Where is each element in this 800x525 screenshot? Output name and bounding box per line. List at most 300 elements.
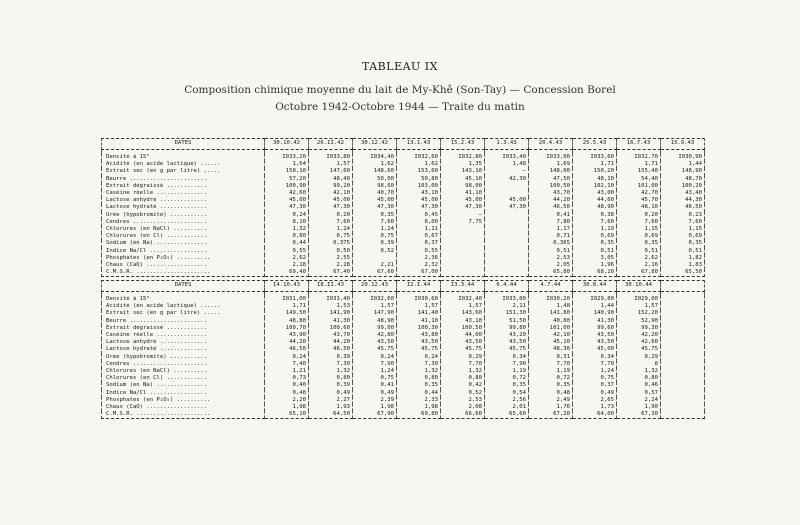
table-row	[102, 240, 705, 247]
table-cell: 0,24	[353, 354, 397, 361]
table-cell	[441, 262, 485, 269]
row-label: Chlorures (en Cl) ............	[102, 375, 265, 382]
table-row	[102, 226, 705, 233]
table-cell: 46,50	[529, 204, 573, 211]
table-cell: 0,365	[529, 240, 573, 247]
table-cell: 1,32	[309, 368, 353, 375]
table-cell: 0,37	[397, 240, 441, 247]
table-cell: I033,00	[485, 296, 529, 303]
table-cell: 1,82	[661, 255, 705, 262]
table-cell: 48,10	[617, 204, 661, 211]
table-cell: 0,38	[573, 212, 617, 219]
table-cell: 98,00	[441, 183, 485, 190]
table-cell: 0,41	[353, 382, 397, 389]
table-cell: 43,50	[441, 339, 485, 346]
table-cell: 43,50	[573, 339, 617, 346]
table-cell: 43,40	[661, 190, 705, 197]
table-row	[102, 183, 705, 190]
table-row	[102, 375, 705, 382]
table-cell: 99,80	[485, 325, 529, 332]
table-cell: 47,30	[441, 204, 485, 211]
milk-composition-table-1	[101, 138, 705, 277]
table-row	[102, 233, 705, 240]
table-cell: 52,90	[617, 318, 661, 325]
table-cell: 43,10	[441, 318, 485, 325]
table-cell: 0,37	[573, 382, 617, 389]
row-label: Acidité (en acide lactique) ......	[102, 303, 265, 310]
row-label: Extrait sec (en g par litre) .....	[102, 168, 265, 175]
table-cell: 45,00	[265, 197, 309, 204]
table-cell: 141,80	[529, 310, 573, 317]
table-cell: I029,80	[573, 296, 617, 303]
table-cell: 2,36	[397, 255, 441, 262]
table-cell: 0,45	[397, 212, 441, 219]
table-cell: 0,39	[309, 382, 353, 389]
table-cell: I031,40	[309, 296, 353, 303]
table-cell: 42,80	[353, 332, 397, 339]
table-cell	[661, 404, 705, 411]
table-cell	[441, 269, 485, 277]
date-column-header: I8.II.43	[309, 281, 353, 292]
table-cell: 2,05	[529, 262, 573, 269]
table-cell: 0,39	[353, 240, 397, 247]
table-cell	[661, 375, 705, 382]
table-cell: 0,31	[529, 354, 573, 361]
table-cell: 0,29	[441, 354, 485, 361]
table-cell: 42,60	[265, 190, 309, 197]
table-cell: 47,50	[529, 176, 573, 183]
table-cell: 153,60	[397, 168, 441, 175]
table-cell: 0,67	[397, 233, 441, 240]
table-cell: 1,57	[617, 303, 661, 310]
table-cell: 46,50	[661, 204, 705, 211]
table-cell: 0,23	[661, 212, 705, 219]
table-cell: 67,40	[309, 269, 353, 277]
table-cell: 66,60	[441, 411, 485, 419]
table-cell: 1,53	[309, 303, 353, 310]
table-cell: 155,40	[617, 168, 661, 175]
table-cell: 0,24	[265, 354, 309, 361]
table-cell: 43,80	[397, 332, 441, 339]
row-label: Lactose hydraté ..............	[102, 346, 265, 353]
table-cell: 43,90	[265, 332, 309, 339]
table-cell	[661, 346, 705, 353]
table-cell: 1,98	[353, 404, 397, 411]
table-cell: 0,35	[661, 240, 705, 247]
table-cell: 0,80	[309, 375, 353, 382]
table-cell: 7,70	[573, 361, 617, 368]
table-cell: 0,49	[353, 390, 397, 397]
table-cell: –	[485, 168, 529, 175]
table-row	[102, 296, 705, 303]
table-cell: 69,40	[265, 269, 309, 277]
table-cell: 48,80	[265, 318, 309, 325]
table-cell: 67,90	[353, 411, 397, 419]
table-cell: 1,32	[617, 368, 661, 375]
table-cell: 148,00	[529, 168, 573, 175]
date-column-header: 16.7.43	[617, 139, 661, 150]
date-column-header: 1.3.43	[485, 139, 529, 150]
table-cell	[661, 361, 705, 368]
table-cell: 45,70	[617, 197, 661, 204]
table-cell: 0,48	[265, 390, 309, 397]
date-column-header: 15.2.43	[441, 139, 485, 150]
table-cell: 47,30	[397, 204, 441, 211]
table-cell: 0,44	[397, 390, 441, 397]
table-cell: 47,30	[353, 204, 397, 211]
table-cell: 2,20	[265, 397, 309, 404]
table-cell: 149,50	[265, 310, 309, 317]
table-cell: 1,83	[661, 262, 705, 269]
table-row	[102, 269, 705, 277]
table-cell: I032,80	[441, 154, 485, 161]
table-cell	[441, 255, 485, 262]
table-cell	[485, 262, 529, 269]
table-cell: –	[441, 212, 485, 219]
row-label: Extrait dégraissé ............	[102, 325, 265, 332]
table-cell: 1,73	[573, 404, 617, 411]
table-cell: 1,17	[529, 226, 573, 233]
table-row	[102, 219, 705, 226]
table-cell: 1,44	[661, 161, 705, 168]
table-cell: 101,00	[617, 183, 661, 190]
table-cell: 1,21	[265, 368, 309, 375]
table-cell: 151,30	[485, 310, 529, 317]
date-column-header: 15.9.43	[661, 139, 705, 150]
row-label: Acidité (en acide lactique) ......	[102, 161, 265, 168]
table-row	[102, 325, 705, 332]
table-cell: 64,00	[573, 411, 617, 419]
dates-header: DATES	[102, 139, 265, 150]
table-cell: 44,60	[573, 197, 617, 204]
table-cell: 1,15	[617, 226, 661, 233]
table-cell: 0,35	[617, 240, 661, 247]
table-cell: 99,20	[309, 183, 353, 190]
row-label: Cendres ......................	[102, 361, 265, 368]
table-cell: 0,34	[573, 354, 617, 361]
row-label: Urée (hypobromite) ...........	[102, 212, 265, 219]
date-column-header: 30.12.42	[353, 139, 397, 150]
table-cell	[485, 183, 529, 190]
table-row	[102, 262, 705, 269]
table-cell: 1,24	[573, 368, 617, 375]
table-cell: I033,60	[573, 154, 617, 161]
table-cell: 2,27	[309, 397, 353, 404]
table-cell: 1,57	[397, 303, 441, 310]
table-cell: 8	[617, 361, 661, 368]
table-cell	[661, 390, 705, 397]
table-cell: 7,60	[573, 219, 617, 226]
table-cell: 0,35	[573, 240, 617, 247]
table-cell	[661, 339, 705, 346]
table-cell: I030,20	[529, 296, 573, 303]
table-cell: 2,56	[485, 397, 529, 404]
table-cell: 50,80	[397, 176, 441, 183]
table-cell: 0,57	[617, 390, 661, 397]
table-subtitle-1: Composition chimique moyenne du lait de My-Khê (Son-Tay) — Concession Borel	[184, 84, 616, 96]
table-cell: 45,00	[309, 197, 353, 204]
date-column-header: 30.10.42	[265, 139, 309, 150]
table-cell	[661, 332, 705, 339]
table-cell	[485, 240, 529, 247]
table-cell: 2,39	[353, 397, 397, 404]
milk-composition-table-2	[101, 280, 705, 419]
table-cell: 143,60	[441, 310, 485, 317]
table-cell: 1,24	[353, 368, 397, 375]
date-column-header	[661, 281, 705, 292]
table-cell: 67,00	[397, 269, 441, 277]
table-cell: 1,96	[573, 262, 617, 269]
table-cell: 2,21	[353, 262, 397, 269]
table-cell: I032,40	[441, 296, 485, 303]
table-cell: 42,10	[309, 190, 353, 197]
table-cell: 0,41	[529, 212, 573, 219]
table-cell: I033,40	[485, 154, 529, 161]
row-label: Beurre .......................	[102, 176, 265, 183]
table-cell: 7,90	[485, 361, 529, 368]
table-cell: 100,50	[529, 183, 573, 190]
table-cell: 1,93	[309, 404, 353, 411]
table-cell: 2,62	[617, 255, 661, 262]
table-row	[102, 411, 705, 419]
table-cell: 1,98	[265, 404, 309, 411]
table-cell: 1,71	[617, 161, 661, 168]
table-row	[102, 318, 705, 325]
table-cell: 40,80	[529, 318, 573, 325]
table-row	[102, 382, 705, 389]
table-cell: 1,62	[397, 161, 441, 168]
table-cell: 150,20	[573, 168, 617, 175]
table-cell: 43,50	[573, 332, 617, 339]
table-cell: 1,57	[353, 303, 397, 310]
table-cell	[485, 255, 529, 262]
date-column-header: 25.5.43	[573, 139, 617, 150]
table-cell	[485, 233, 529, 240]
table-cell: 147,60	[309, 168, 353, 175]
table-row	[102, 310, 705, 317]
table-cell: 140,90	[573, 310, 617, 317]
table-cell: 1,64	[265, 161, 309, 168]
table-cell: 2,08	[441, 404, 485, 411]
table-row	[102, 303, 705, 310]
table-cell: 0,20	[309, 212, 353, 219]
table-row	[102, 248, 705, 255]
table-cell	[661, 411, 705, 419]
table-row	[102, 361, 705, 368]
table-cell: I032,70	[617, 154, 661, 161]
table-cell: I033,00	[529, 154, 573, 161]
table-cell: 2,11	[485, 303, 529, 310]
table-cell: 100,30	[397, 325, 441, 332]
table-cell: 47,30	[309, 204, 353, 211]
table-cell: 45,00	[397, 197, 441, 204]
table-row	[102, 404, 705, 411]
table-cell: 0,80	[617, 375, 661, 382]
table-cell: 65,10	[265, 411, 309, 419]
table-cell: 0,55	[397, 248, 441, 255]
table-row	[102, 168, 705, 175]
table-cell	[661, 382, 705, 389]
table-cell: I032,60	[353, 296, 397, 303]
table-cell: 1,24	[353, 226, 397, 233]
table-row	[102, 197, 705, 204]
table-cell: 7,80	[529, 219, 573, 226]
table-cell: 1,44	[573, 303, 617, 310]
table-cell: 42,60	[617, 339, 661, 346]
row-label: Indice Na/Cl .................	[102, 390, 265, 397]
table-cell: 99,00	[353, 325, 397, 332]
table-cell: 2,32	[397, 262, 441, 269]
table-cell: 43,70	[309, 332, 353, 339]
table-cell: 0,50	[309, 248, 353, 255]
row-label: Indice Na/Cl .................	[102, 248, 265, 255]
row-label: Caséine réelle ...............	[102, 332, 265, 339]
row-label: Sodium (en Na) ...............	[102, 382, 265, 389]
table-cell: 2,55	[309, 255, 353, 262]
table-cell: 68,20	[573, 269, 617, 277]
table-cell: 98,60	[353, 183, 397, 190]
table-cell: 7,75	[441, 219, 485, 226]
table-cell: 0,42	[441, 382, 485, 389]
table-cell: 46,50	[265, 346, 309, 353]
table-cell: 45,75	[485, 346, 529, 353]
table-cell: 41,10	[441, 190, 485, 197]
table-cell: 0,51	[573, 248, 617, 255]
table-row	[102, 346, 705, 353]
table-cell: 7,40	[265, 361, 309, 368]
table-cell: 2,53	[529, 255, 573, 262]
table-cell: 42,20	[617, 332, 661, 339]
table-cell: 0,34	[485, 354, 529, 361]
table-cell: 0,35	[397, 382, 441, 389]
row-label: Extrait dégraissé ............	[102, 183, 265, 190]
table-cell: 43,70	[529, 190, 573, 197]
table-cell: 45,10	[441, 176, 485, 183]
table-cell: 45,75	[617, 346, 661, 353]
table-cell: 0,20	[617, 212, 661, 219]
table-cell: 7,30	[397, 361, 441, 368]
table-cell: 0,40	[265, 382, 309, 389]
table-cell: 0,52	[353, 248, 397, 255]
date-column-header: I2.I.44	[397, 281, 441, 292]
table-cell	[661, 310, 705, 317]
table-cell: 7,70	[529, 361, 573, 368]
table-cell: 42,30	[485, 176, 529, 183]
row-label: Lactose anhydre ..............	[102, 339, 265, 346]
table-cell: 1,32	[265, 226, 309, 233]
table-cell	[661, 325, 705, 332]
table-cell: 7,60	[309, 219, 353, 226]
table-cell	[661, 397, 705, 404]
table-cell: 0,48	[529, 390, 573, 397]
table-cell	[661, 296, 705, 303]
table-cell: 0,24	[265, 212, 309, 219]
table-cell: 48,30	[529, 346, 573, 353]
table-cell: 69,80	[397, 411, 441, 419]
table-cell: 43,50	[397, 339, 441, 346]
table-cell: 2,62	[265, 255, 309, 262]
table-cell: 7,60	[661, 219, 705, 226]
table-row	[102, 255, 705, 262]
table-row	[102, 204, 705, 211]
table-cell: 0,80	[397, 375, 441, 382]
table-cell: 0,35	[353, 212, 397, 219]
table-cell: 7,30	[309, 361, 353, 368]
table-cell: 0,72	[485, 375, 529, 382]
table-cell: 152,20	[617, 310, 661, 317]
table-cell: 7,90	[353, 361, 397, 368]
table-cell: 148,90	[661, 168, 705, 175]
table-cell: 42,70	[617, 190, 661, 197]
table-cell: 44,00	[441, 332, 485, 339]
table-cell: 1,69	[529, 161, 573, 168]
table-cell: 40,70	[353, 190, 397, 197]
table-cell	[353, 255, 397, 262]
table-cell: 0,49	[309, 390, 353, 397]
row-label: C.M.S.R. ......................	[102, 411, 265, 419]
row-label: Densité à 15°	[102, 296, 265, 303]
table-cell: 100,70	[265, 325, 309, 332]
table-cell: 1,19	[529, 368, 573, 375]
table-cell: 0,55	[265, 248, 309, 255]
table-cell: 0,29	[617, 354, 661, 361]
table-row	[102, 176, 705, 183]
row-label: Extrait sec (en g par litre) .....	[102, 310, 265, 317]
table-cell: 7,70	[441, 361, 485, 368]
table-row	[102, 161, 705, 168]
table-cell: 2,33	[397, 397, 441, 404]
table-cell: 44,30	[661, 197, 705, 204]
table-cell	[441, 240, 485, 247]
row-label: Chaux (CaO) ..................	[102, 404, 265, 411]
table-cell: 1,32	[397, 368, 441, 375]
date-column-header: 30.8.44	[573, 281, 617, 292]
table-cell: 44,20	[265, 339, 309, 346]
table-cell: 0,71	[529, 233, 573, 240]
row-label: C.M.S.R. ......................	[102, 269, 265, 277]
table-row	[102, 390, 705, 397]
table-cell: 1,48	[529, 303, 573, 310]
table-cell: 0,35	[485, 382, 529, 389]
table-cell: 1,62	[353, 161, 397, 168]
table-cell: 0,52	[441, 390, 485, 397]
table-cell: 0,49	[573, 390, 617, 397]
date-column-header: I4.10.43	[265, 281, 309, 292]
table-cell: 0,69	[617, 233, 661, 240]
table-cell: 100,20	[661, 183, 705, 190]
row-label: Lactose anhydre ..............	[102, 197, 265, 204]
table-cell	[485, 248, 529, 255]
table-cell: 1,98	[397, 404, 441, 411]
table-cell: I032,60	[397, 154, 441, 161]
table-cell: 45,10	[529, 339, 573, 346]
table-cell	[441, 233, 485, 240]
table-cell: 99,30	[617, 325, 661, 332]
table-row	[102, 332, 705, 339]
table-row	[102, 154, 705, 161]
row-label: Caséine réelle ...............	[102, 190, 265, 197]
table-cell: 41,10	[397, 318, 441, 325]
table-cell: 45,75	[441, 346, 485, 353]
table-cell	[661, 354, 705, 361]
table-cell: 1,35	[441, 161, 485, 168]
table-cell: 1,71	[265, 303, 309, 310]
table-cell: 1,71	[573, 161, 617, 168]
table-cell: 42,10	[529, 332, 573, 339]
table-cell: I030,90	[661, 154, 705, 161]
table-cell: 103,00	[397, 183, 441, 190]
table-cell: 0,44	[265, 240, 309, 247]
